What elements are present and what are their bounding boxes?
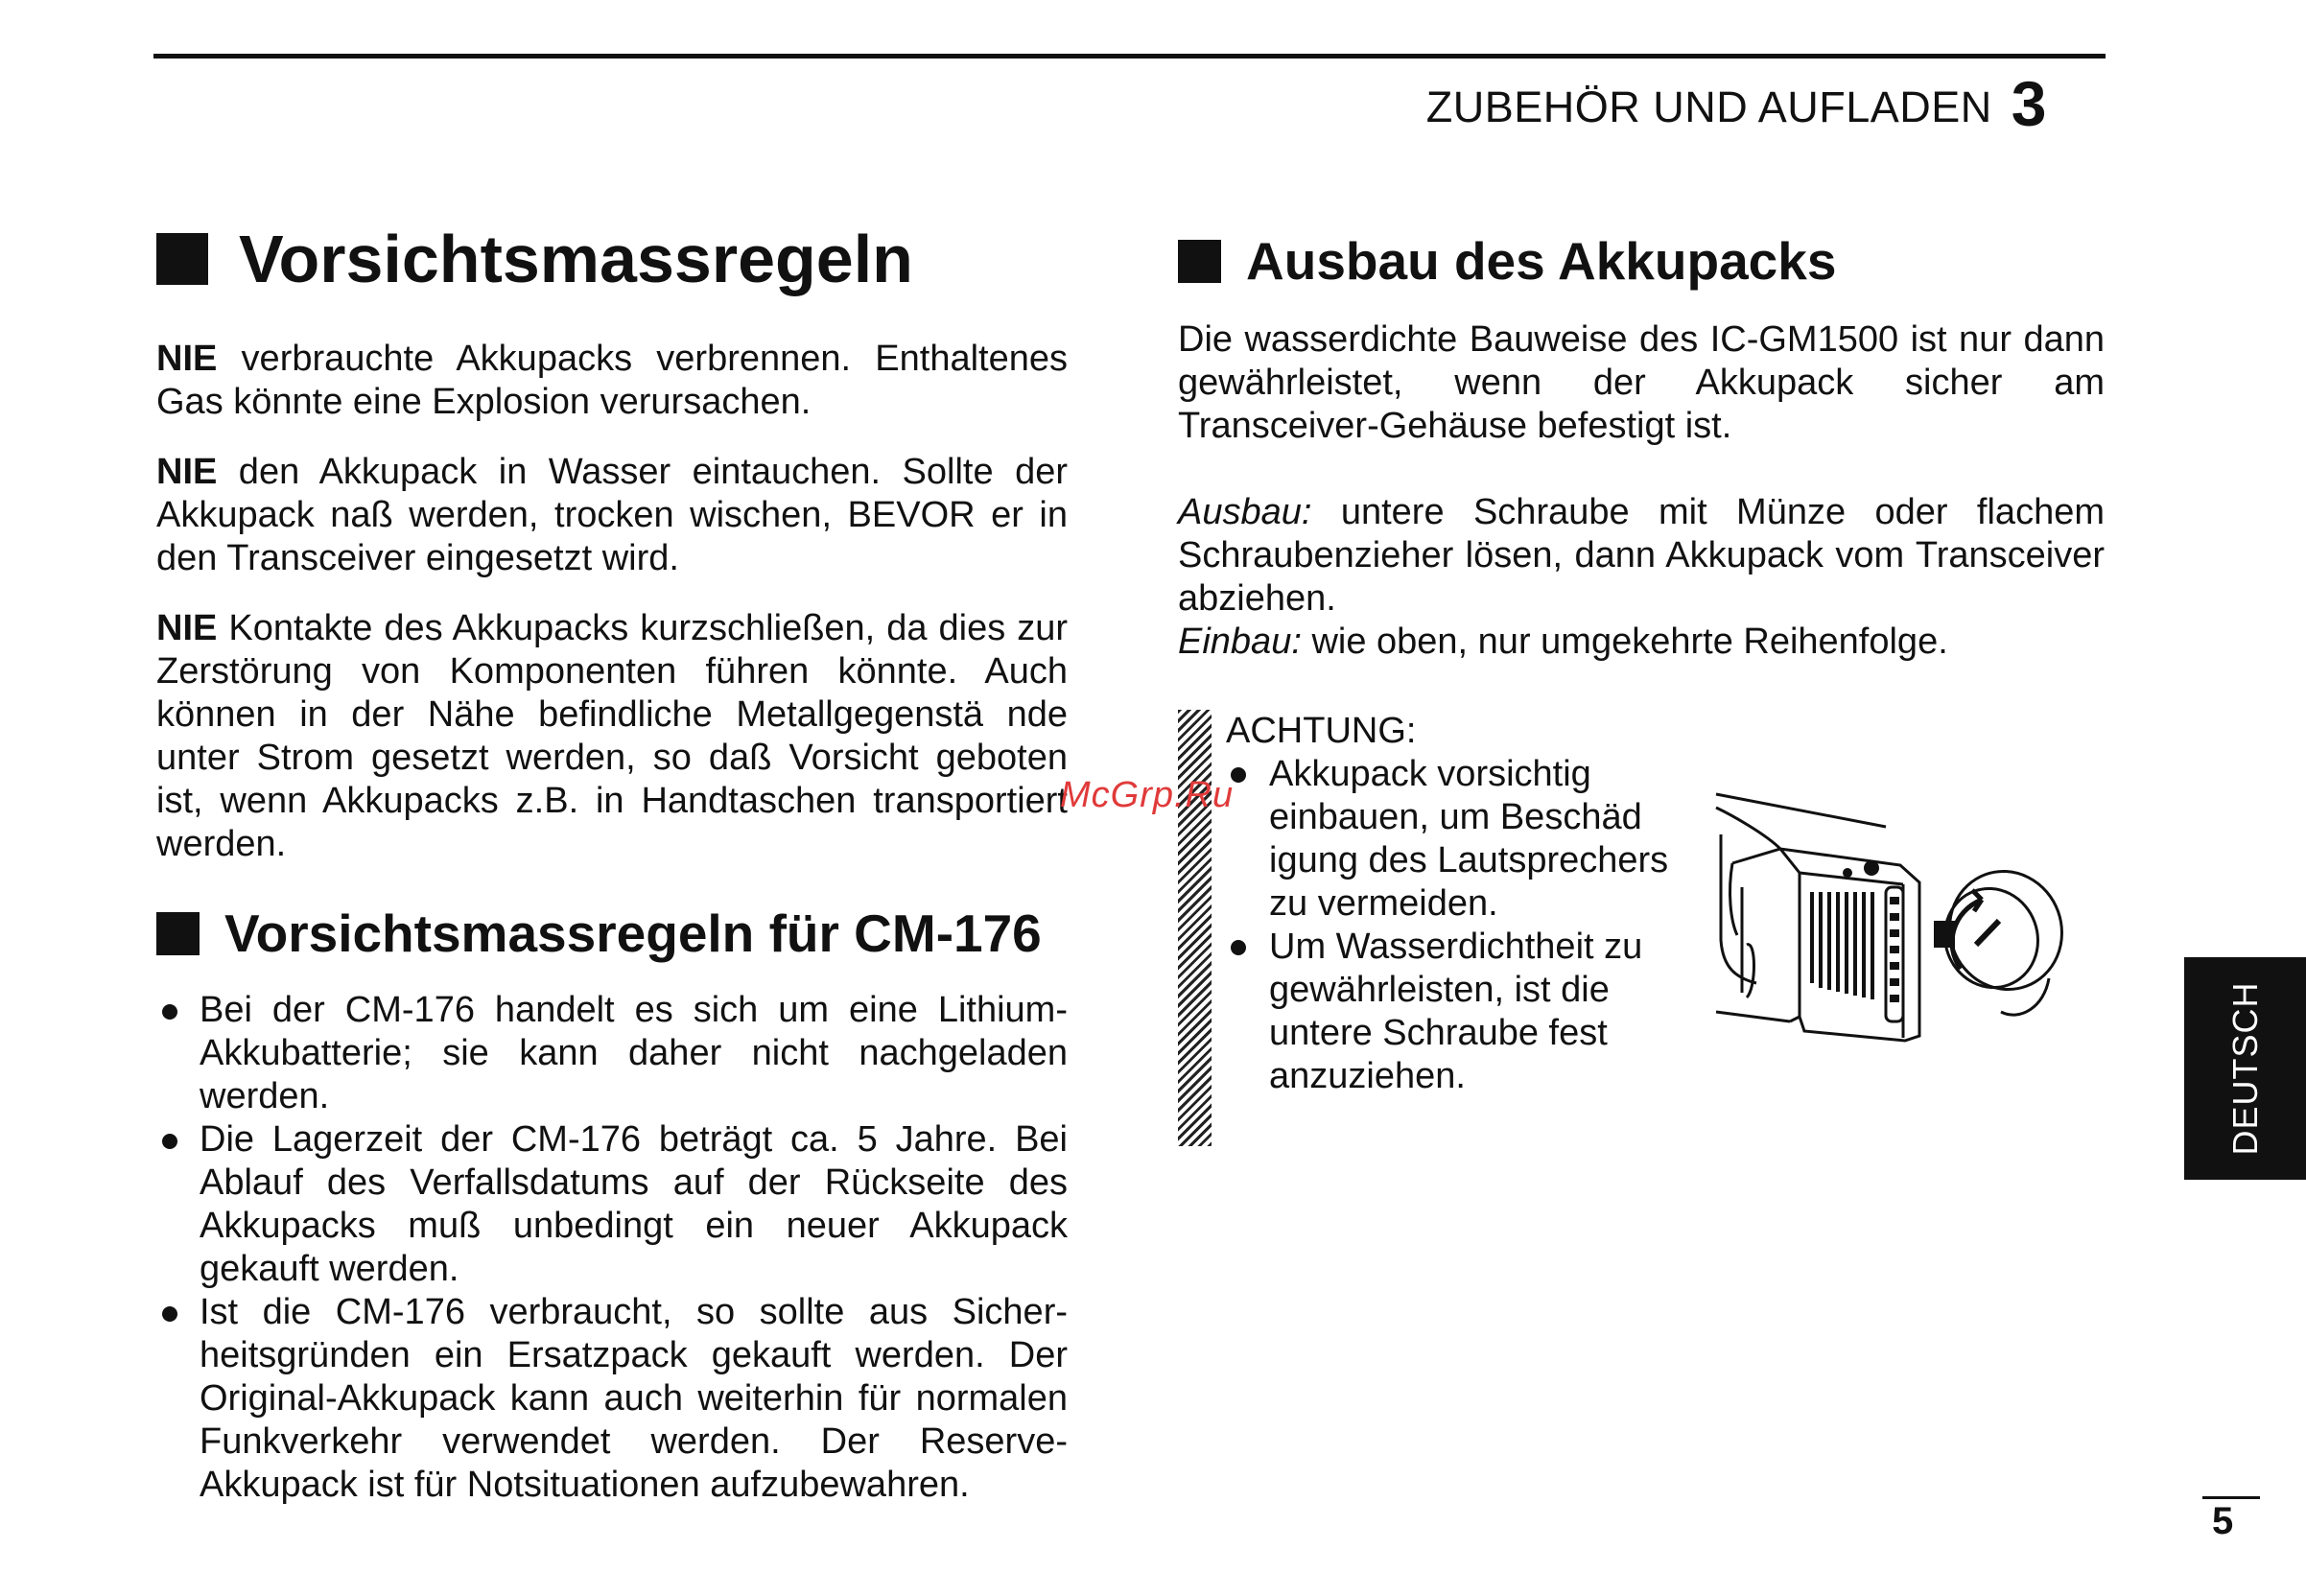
bullet-icon <box>1231 940 1246 955</box>
cm176-bullet-list <box>156 989 1068 1507</box>
precaution-paragraph-1: NIE verbrauchte Akkupacks verbrennen. Enthaltenes Gas könnte eine Explosion verursachen. <box>156 339 1068 422</box>
warning-list <box>1178 753 1715 1098</box>
battery-screw-illustration <box>1713 777 2097 1065</box>
language-tab-label: DEUTSCH <box>2224 981 2265 1156</box>
bullet-icon <box>162 1134 177 1149</box>
heading-square-icon <box>1178 240 1221 283</box>
language-side-tab <box>2184 957 2306 1180</box>
watermark: McGrp.Ru <box>1060 775 1235 815</box>
left-column <box>156 221 1068 1507</box>
section-heading-precautions: Vorsichtsmassregeln <box>156 221 1068 297</box>
bullet-icon <box>162 1004 177 1020</box>
page-number: 5 <box>2212 1500 2234 1542</box>
heading-square-icon <box>156 233 208 285</box>
list-item: Die Lagerzeit der CM-176 beträgt ca. 5 Jahre. Bei Ablauf des Verfallsdatums auf der Rückseite des Akkupacks muß unbedingt ein neuer Akkupack gekauft werden. <box>156 1118 1068 1291</box>
page-number-rule <box>2202 1496 2260 1499</box>
chapter-title: ZUBEHÖR UND AUFLADEN <box>1425 82 1992 131</box>
chapter-header <box>1426 67 2047 140</box>
precaution-paragraph-2: NIE den Akkupack in Wasser eintauchen. Sollte der Akkupack naß werden, trocken wischen, BEVOR er in den Transceiver eingesetzt wird. <box>156 452 1068 578</box>
list-item: Um Wasserdichtheit zu gewährleisten, ist die untere Schraube fest anzuziehen. <box>1178 926 1715 1098</box>
warning-box <box>1178 710 1696 1151</box>
list-item: Ist die CM-176 verbraucht, so sollte aus Sicher-heitsgründen ein Ersatzpack gekauft werden. Der Original-Akkupack kann auch weiterhin für normalen Funkverkehr verwendet werden. Der Reserve-Akkupack ist für Notsituationen aufzubewahren. <box>156 1291 1068 1507</box>
removal-paragraph: Ausbau: untere Schraube mit Münze oder flachem Schraubenzieher lösen, dann Akkupack vom Transceiver abziehen. <box>1178 492 2105 619</box>
section-heading-battery-removal: Ausbau des Akkupacks <box>1178 230 2105 292</box>
waterproof-paragraph: Die wasserdichte Bauweise des IC-GM1500 ist nur dann gewährleistet, wenn der Akkupack sicher am Transceiver-Gehäuse befestigt ist. <box>1178 319 2105 446</box>
heading-square-icon <box>156 912 200 955</box>
section-heading-cm176: Vorsichtsmassregeln für CM-176 <box>156 903 1068 964</box>
bullet-icon <box>162 1306 177 1322</box>
warning-title: ACHTUNG: <box>1226 711 1417 751</box>
install-paragraph: Einbau: wie oben, nur umgekehrte Reihenfolge. <box>1178 622 1948 662</box>
top-rule <box>153 54 2106 59</box>
list-item: Akkupack vorsichtig einbauen, um Beschäd igung des Lautsprechers zu vermeiden. <box>1178 753 1715 926</box>
right-column <box>1178 230 2105 664</box>
chapter-number: 3 <box>2011 68 2047 139</box>
list-item: Bei der CM-176 handelt es sich um eine Lithium-Akkubatterie; sie kann daher nicht nachgeladen werden. <box>156 989 1068 1118</box>
precaution-paragraph-3: NIE Kontakte des Akkupacks kurzschließen, da dies zur Zerstörung von Komponenten führen könnte. Auch können in der Nähe befindliche Metallgegenstä nde unter Strom gesetzt werden, so daß Vorsicht geboten ist, wenn Akkupacks z.B. in Handtaschen transportiert werden. <box>156 608 1068 864</box>
